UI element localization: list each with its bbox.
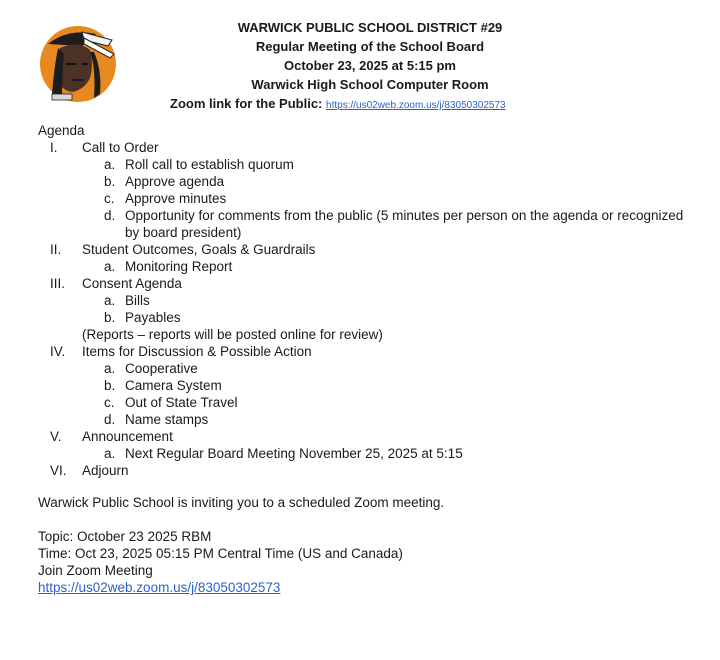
warrior-head-logo: [38, 24, 118, 104]
section-label: Adjourn: [82, 463, 129, 478]
item-letter: a.: [104, 259, 116, 274]
section-label: Call to Order: [82, 140, 159, 155]
agenda-item: [38, 258, 698, 275]
item-letter: a.: [104, 293, 116, 308]
section-label: Consent Agenda: [82, 276, 182, 291]
section-number: I.: [50, 140, 58, 155]
item-letter: c.: [104, 191, 115, 206]
agenda-item: [38, 411, 698, 428]
meeting-title: Regular Meeting of the School Board: [255, 39, 485, 54]
district-title: WARWICK PUBLIC SCHOOL DISTRICT #29: [237, 20, 503, 35]
zoom-label: Zoom link for the Public:: [170, 96, 323, 111]
zoom-line: [170, 94, 590, 115]
item-letter: d.: [104, 412, 116, 427]
agenda-item: [38, 173, 698, 190]
agenda-item: [38, 190, 698, 207]
agenda: [38, 122, 698, 479]
item-text: Name stamps: [125, 412, 209, 427]
item-letter: a.: [104, 361, 116, 376]
section-row: [38, 139, 698, 156]
item-letter: a.: [104, 446, 116, 461]
zoom-link-footer[interactable]: https://us02web.zoom.us/j/83050302573: [38, 580, 281, 595]
item-letter: d.: [104, 208, 116, 223]
item-text: Out of State Travel: [125, 395, 238, 410]
item-text: Payables: [125, 310, 181, 325]
item-text: Bills: [125, 293, 150, 308]
section-row: [38, 275, 698, 292]
item-text: Camera System: [125, 378, 222, 393]
meeting-header: [150, 18, 590, 115]
meeting-datetime: October 23, 2025 at 5:15 pm: [284, 58, 456, 73]
section-row: [38, 343, 698, 360]
item-text: Approve agenda: [125, 174, 225, 189]
item-letter: a.: [104, 157, 116, 172]
section-row: [38, 462, 698, 479]
item-text: Approve minutes: [125, 191, 227, 206]
section-number: IV.: [50, 344, 66, 359]
meeting-topic: Topic: October 23 2025 RBM: [38, 529, 212, 544]
zoom-invite: [38, 494, 444, 596]
reports-note: (Reports – reports will be posted online for review): [82, 327, 383, 342]
spacer: [38, 511, 444, 528]
section-row: [38, 241, 698, 258]
agenda-item: [38, 207, 698, 241]
item-letter: b.: [104, 310, 116, 325]
agenda-item: [38, 292, 698, 309]
agenda-item: [38, 309, 698, 326]
meeting-time: Time: Oct 23, 2025 05:15 PM Central Time (US and Canada): [38, 546, 403, 561]
section-number: II.: [50, 242, 62, 257]
item-letter: c.: [104, 395, 115, 410]
item-letter: b.: [104, 174, 116, 189]
section-label: Student Outcomes, Goals & Guardrails: [82, 242, 316, 257]
section-note: [38, 326, 698, 343]
section-label: Announcement: [82, 429, 173, 444]
item-text: Monitoring Report: [125, 259, 233, 274]
agenda-item: [38, 156, 698, 173]
section-number: V.: [50, 429, 62, 444]
agenda-item: [38, 377, 698, 394]
item-text: Opportunity for comments from the public (5 minutes per person on the agenda or recognized by board president): [125, 208, 684, 240]
meeting-location: Warwick High School Computer Room: [251, 77, 489, 92]
zoom-link-header[interactable]: https://us02web.zoom.us/j/83050302573: [326, 100, 506, 111]
item-text: Next Regular Board Meeting November 25, 2025 at 5:15: [125, 446, 463, 461]
invite-text: Warwick Public School is inviting you to a scheduled Zoom meeting.: [38, 495, 445, 510]
join-label: Join Zoom Meeting: [38, 563, 153, 578]
item-text: Cooperative: [125, 361, 198, 376]
section-number: VI.: [50, 463, 67, 478]
agenda-title: Agenda: [38, 123, 85, 138]
item-text: Roll call to establish quorum: [125, 157, 294, 172]
section-label: Items for Discussion & Possible Action: [82, 344, 312, 359]
item-letter: b.: [104, 378, 116, 393]
agenda-item: [38, 360, 698, 377]
agenda-item: [38, 394, 698, 411]
section-number: III.: [50, 276, 66, 291]
agenda-item: [38, 445, 698, 462]
section-row: [38, 428, 698, 445]
